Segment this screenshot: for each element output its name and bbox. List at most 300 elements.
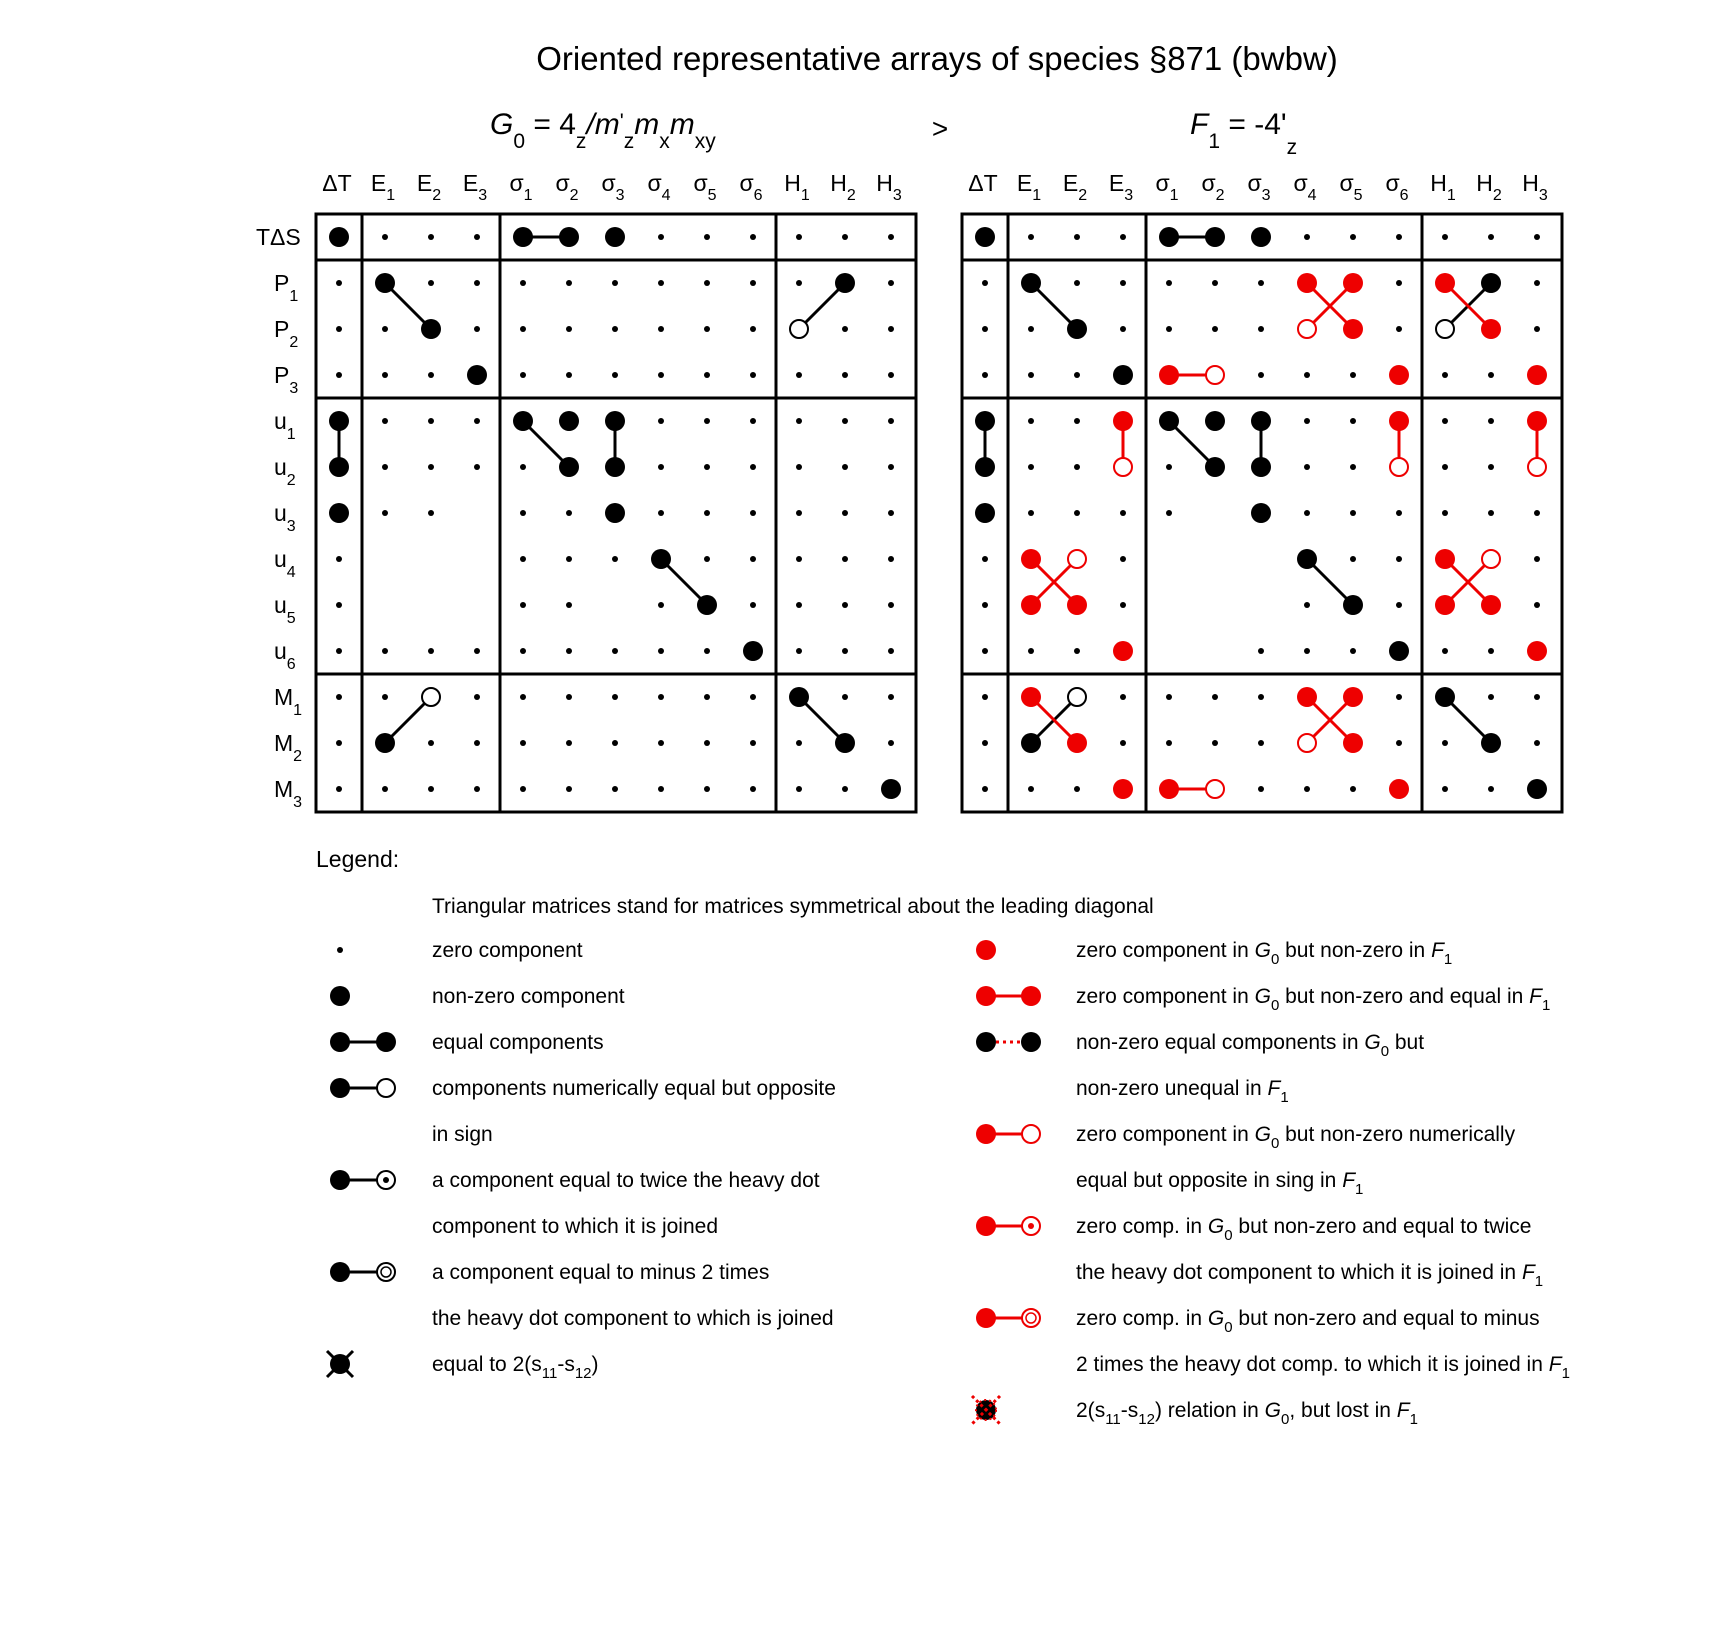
zero-dot — [1120, 602, 1126, 608]
zero-dot — [1350, 556, 1356, 562]
nonzero-dot-red — [1527, 411, 1547, 431]
zero-dot — [520, 694, 526, 700]
legend-red-minus2-inner — [1026, 1313, 1036, 1323]
nonzero-dot-red — [1389, 779, 1409, 799]
zero-dot — [1396, 326, 1402, 332]
zero-dot — [1488, 510, 1494, 516]
right-formula-text: $F_1 = -4'_z$ — [1190, 108, 1298, 159]
legend-twice-dot — [330, 1170, 350, 1190]
nonzero-dot — [1389, 641, 1409, 661]
zero-dot — [1304, 602, 1310, 608]
zero-dot — [1258, 372, 1264, 378]
zero-dot — [520, 648, 526, 654]
zero-dot — [658, 740, 664, 746]
nonzero-dot — [1527, 779, 1547, 799]
nonzero-dot — [1159, 411, 1179, 431]
zero-dot — [1396, 510, 1402, 516]
legend-equal-dot — [330, 1032, 350, 1052]
zero-dot — [1304, 372, 1310, 378]
nonzero-dot — [559, 411, 579, 431]
zero-dot — [1258, 786, 1264, 792]
nonzero-dot-red — [1527, 641, 1547, 661]
nonzero-dot — [605, 457, 625, 477]
nonzero-dot — [975, 503, 995, 523]
zero-dot — [1074, 510, 1080, 516]
legend-right-text: non-zero equal components in $G_0$ but — [1076, 1031, 1425, 1060]
row-label: $u_1$ — [274, 408, 296, 443]
zero-dot — [750, 372, 756, 378]
zero-dot — [474, 786, 480, 792]
zero-dot — [796, 510, 802, 516]
zero-dot — [982, 372, 988, 378]
zero-dot — [566, 602, 572, 608]
zero-dot — [1304, 464, 1310, 470]
nonzero-dot-red — [1435, 273, 1455, 293]
column-header: $\sigma_6$ — [739, 170, 763, 204]
legend-twice-center — [383, 1177, 389, 1183]
zero-dot — [1396, 556, 1402, 562]
left-array-g0 — [316, 170, 916, 812]
legend-left-text: a component equal to minus 2 times — [432, 1261, 770, 1284]
legend-lost-equal-dot — [976, 1032, 996, 1052]
legend-minus2-dot — [330, 1262, 350, 1282]
zero-dot — [1166, 280, 1172, 286]
zero-dot — [888, 648, 894, 654]
zero-dot — [1304, 234, 1310, 240]
legend-equal-dot — [376, 1032, 396, 1052]
column-header: $E_1$ — [1016, 170, 1042, 204]
opposite-sign-dot-red — [1114, 458, 1132, 476]
legend-right-text: zero component in $G_0$ but non-zero numerically — [1076, 1123, 1516, 1152]
zero-dot — [428, 280, 434, 286]
opposite-sign-dot — [790, 320, 808, 338]
zero-dot — [612, 280, 618, 286]
zero-dot — [566, 510, 572, 516]
zero-dot — [658, 786, 664, 792]
zero-dot — [704, 464, 710, 470]
nonzero-dot — [559, 227, 579, 247]
column-header: $\sigma_6$ — [1385, 170, 1409, 204]
zero-dot — [474, 280, 480, 286]
nonzero-dot — [975, 227, 995, 247]
nonzero-dot-red — [1527, 365, 1547, 385]
zero-dot — [750, 326, 756, 332]
zero-dot — [520, 326, 526, 332]
row-label: $u_6$ — [274, 638, 296, 673]
zero-dot — [428, 510, 434, 516]
zero-dot — [1396, 280, 1402, 286]
zero-dot — [612, 740, 618, 746]
column-header: $E_3$ — [462, 170, 488, 204]
zero-dot — [658, 418, 664, 424]
zero-dot — [1258, 648, 1264, 654]
zero-dot — [566, 694, 572, 700]
zero-dot — [1442, 648, 1448, 654]
row-label: $P_2$ — [274, 316, 299, 351]
nonzero-dot — [605, 503, 625, 523]
nonzero-dot-red — [1113, 411, 1133, 431]
zero-dot — [658, 234, 664, 240]
opposite-sign-dot-red — [1068, 550, 1086, 568]
nonzero-dot — [329, 503, 349, 523]
zero-dot — [382, 648, 388, 654]
zero-dot — [428, 740, 434, 746]
nonzero-dot-red — [1481, 595, 1501, 615]
zero-dot — [336, 740, 342, 746]
zero-dot — [1304, 418, 1310, 424]
zero-dot — [336, 326, 342, 332]
zero-dot — [704, 648, 710, 654]
zero-dot — [382, 234, 388, 240]
legend-nonzero-dot — [330, 986, 350, 1006]
zero-dot — [1534, 694, 1540, 700]
column-header: $E_2$ — [1062, 170, 1088, 204]
row-label: TΔS — [256, 224, 301, 250]
nonzero-dot — [1481, 733, 1501, 753]
zero-dot — [1442, 786, 1448, 792]
zero-dot — [982, 648, 988, 654]
nonzero-dot — [329, 411, 349, 431]
nonzero-dot-red — [1021, 687, 1041, 707]
zero-dot — [1488, 418, 1494, 424]
diagram-title: Oriented representative arrays of species §871 (bwbw) — [536, 40, 1338, 77]
zero-dot — [888, 510, 894, 516]
zero-dot — [1488, 234, 1494, 240]
zero-dot — [796, 556, 802, 562]
column-header: $H_3$ — [1522, 170, 1548, 204]
zero-dot — [658, 694, 664, 700]
zero-dot — [566, 740, 572, 746]
zero-dot — [1534, 326, 1540, 332]
zero-dot — [796, 372, 802, 378]
zero-dot — [704, 694, 710, 700]
zero-dot — [1120, 556, 1126, 562]
zero-dot — [474, 418, 480, 424]
legend-red-equal-dot — [1021, 986, 1041, 1006]
column-header: $\sigma_5$ — [693, 170, 717, 204]
zero-dot — [612, 556, 618, 562]
legend-right-text: zero comp. in $G_0$ but non-zero and equal to twice — [1076, 1215, 1532, 1244]
column-header: $\sigma_1$ — [1155, 170, 1179, 204]
zero-dot — [428, 372, 434, 378]
zero-dot — [796, 786, 802, 792]
zero-dot — [428, 786, 434, 792]
zero-dot — [1166, 694, 1172, 700]
nonzero-dot — [375, 273, 395, 293]
zero-dot — [520, 556, 526, 562]
nonzero-dot — [789, 687, 809, 707]
legend-title: Legend: — [316, 846, 400, 872]
nonzero-dot — [513, 227, 533, 247]
zero-dot — [1074, 418, 1080, 424]
right-array-f1 — [962, 170, 1562, 812]
nonzero-dot — [1251, 457, 1271, 477]
zero-dot — [796, 648, 802, 654]
column-header: $\sigma_5$ — [1339, 170, 1363, 204]
column-header: $\sigma_4$ — [1293, 170, 1317, 204]
zero-dot — [842, 602, 848, 608]
zero-dot — [888, 234, 894, 240]
zero-dot — [888, 418, 894, 424]
zero-dot — [1488, 372, 1494, 378]
zero-dot — [474, 326, 480, 332]
nonzero-dot — [881, 779, 901, 799]
zero-dot — [658, 326, 664, 332]
zero-dot — [1488, 694, 1494, 700]
legend-opposite-open-dot — [377, 1079, 395, 1097]
legend-zero-dot — [337, 947, 343, 953]
nonzero-dot — [1343, 595, 1363, 615]
nonzero-dot-red — [1113, 779, 1133, 799]
zero-dot — [842, 326, 848, 332]
row-label: $P_3$ — [274, 362, 299, 397]
zero-dot — [1028, 326, 1034, 332]
zero-dot — [1350, 418, 1356, 424]
zero-dot — [1350, 786, 1356, 792]
opposite-sign-dot — [1436, 320, 1454, 338]
column-header: $H_1$ — [1430, 170, 1456, 204]
nonzero-dot — [513, 411, 533, 431]
zero-dot — [796, 234, 802, 240]
zero-dot — [750, 694, 756, 700]
zero-dot — [1442, 464, 1448, 470]
zero-dot — [382, 326, 388, 332]
row-label: $P_1$ — [274, 270, 299, 305]
zero-dot — [474, 694, 480, 700]
nonzero-dot — [329, 227, 349, 247]
opposite-sign-dot-red — [1482, 550, 1500, 568]
legend-right-text: equal but opposite in sing in $F_1$ — [1076, 1169, 1364, 1198]
column-header: $\sigma_1$ — [509, 170, 533, 204]
nonzero-dot — [697, 595, 717, 615]
zero-dot — [1166, 464, 1172, 470]
legend-red-dot — [976, 940, 996, 960]
zero-dot — [796, 740, 802, 746]
zero-dot — [888, 464, 894, 470]
nonzero-dot-red — [1113, 641, 1133, 661]
zero-dot — [982, 326, 988, 332]
nonzero-dot — [1297, 549, 1317, 569]
zero-dot — [1442, 740, 1448, 746]
nonzero-dot-red — [1343, 319, 1363, 339]
zero-dot — [1028, 648, 1034, 654]
zero-dot — [750, 556, 756, 562]
nonzero-dot-red — [1389, 411, 1409, 431]
left-formula-g0 — [490, 108, 716, 153]
legend-left-text: zero component — [432, 939, 583, 962]
zero-dot — [1074, 464, 1080, 470]
zero-dot — [704, 786, 710, 792]
zero-dot — [1028, 464, 1034, 470]
zero-dot — [1258, 740, 1264, 746]
zero-dot — [888, 556, 894, 562]
zero-dot — [982, 556, 988, 562]
zero-dot — [1120, 740, 1126, 746]
legend-red-twice-dot — [976, 1216, 996, 1236]
zero-dot — [382, 464, 388, 470]
nonzero-dot — [1435, 687, 1455, 707]
nonzero-dot — [605, 227, 625, 247]
zero-dot — [428, 464, 434, 470]
zero-dot — [658, 464, 664, 470]
zero-dot — [382, 694, 388, 700]
zero-dot — [658, 372, 664, 378]
nonzero-dot — [1251, 411, 1271, 431]
legend-red-opposite-dot — [976, 1124, 996, 1144]
column-header: $\sigma_4$ — [647, 170, 671, 204]
legend-note: Triangular matrices stand for matrices symmetrical about the leading diagonal — [432, 895, 1154, 918]
legend-right-text: the heavy dot component to which it is joined in $F_1$ — [1076, 1261, 1544, 1290]
zero-dot — [520, 786, 526, 792]
nonzero-dot-red — [1343, 687, 1363, 707]
zero-dot — [888, 694, 894, 700]
zero-dot — [1396, 234, 1402, 240]
legend — [316, 846, 1570, 1428]
zero-dot — [382, 786, 388, 792]
zero-dot — [888, 740, 894, 746]
left-formula-text: $G_0 = 4_z/m'_zm_xm_{xy}$ — [490, 108, 716, 153]
row-label: $u_4$ — [274, 546, 296, 581]
zero-dot — [382, 418, 388, 424]
zero-dot — [1074, 280, 1080, 286]
zero-dot — [336, 648, 342, 654]
zero-dot — [750, 464, 756, 470]
zero-dot — [520, 280, 526, 286]
zero-dot — [336, 786, 342, 792]
zero-dot — [1028, 510, 1034, 516]
nonzero-dot — [1205, 227, 1225, 247]
zero-dot — [336, 602, 342, 608]
zero-dot — [1074, 648, 1080, 654]
zero-dot — [336, 280, 342, 286]
column-header: $\sigma_3$ — [1247, 170, 1271, 204]
zero-dot — [474, 740, 480, 746]
zero-dot — [1442, 372, 1448, 378]
zero-dot — [982, 280, 988, 286]
opposite-sign-dot-red — [1206, 366, 1224, 384]
row-label: $u_2$ — [274, 454, 296, 489]
zero-dot — [520, 740, 526, 746]
legend-left-text: component to which it is joined — [432, 1215, 718, 1238]
zero-dot — [888, 280, 894, 286]
legend-right-text: $2(s_{11}-s_{12})$ relation in $G_0$, but lost in $F_1$ — [1076, 1399, 1418, 1428]
zero-dot — [1166, 326, 1172, 332]
zero-dot — [1028, 418, 1034, 424]
legend-left-text: components numerically equal but opposite — [432, 1077, 836, 1100]
zero-dot — [982, 740, 988, 746]
zero-dot — [982, 694, 988, 700]
zero-dot — [612, 786, 618, 792]
zero-dot — [750, 510, 756, 516]
zero-dot — [982, 602, 988, 608]
legend-red-minus2-dot — [976, 1308, 996, 1328]
zero-dot — [842, 372, 848, 378]
zero-dot — [1258, 694, 1264, 700]
nonzero-dot-red — [1159, 365, 1179, 385]
zero-dot — [612, 648, 618, 654]
zero-dot — [750, 418, 756, 424]
zero-dot — [704, 326, 710, 332]
zero-dot — [336, 694, 342, 700]
zero-dot — [520, 464, 526, 470]
zero-dot — [1212, 694, 1218, 700]
zero-dot — [336, 372, 342, 378]
zero-dot — [704, 234, 710, 240]
legend-red-opposite-open — [1022, 1125, 1040, 1143]
nonzero-dot — [975, 411, 995, 431]
zero-dot — [1120, 510, 1126, 516]
zero-dot — [750, 786, 756, 792]
opposite-sign-dot — [1068, 688, 1086, 706]
zero-dot — [1258, 326, 1264, 332]
zero-dot — [520, 510, 526, 516]
zero-dot — [842, 510, 848, 516]
legend-lost-equal-dot — [1021, 1032, 1041, 1052]
zero-dot — [336, 556, 342, 562]
zero-dot — [704, 510, 710, 516]
nonzero-dot — [329, 457, 349, 477]
zero-dot — [428, 648, 434, 654]
zero-dot — [1534, 280, 1540, 286]
zero-dot — [382, 510, 388, 516]
zero-dot — [1258, 280, 1264, 286]
legend-right-text: zero comp. in $G_0$ but non-zero and equal to minus — [1076, 1307, 1540, 1336]
nonzero-dot-red — [1021, 595, 1041, 615]
zero-dot — [1350, 648, 1356, 654]
row-label: $M_1$ — [274, 684, 303, 719]
legend-minus2-inner — [381, 1267, 391, 1277]
zero-dot — [1488, 648, 1494, 654]
column-header: $H_2$ — [830, 170, 856, 204]
comparator-sign: > — [931, 113, 949, 144]
column-header: $E_2$ — [416, 170, 442, 204]
zero-dot — [1534, 510, 1540, 516]
zero-dot — [658, 648, 664, 654]
nonzero-dot-red — [1067, 733, 1087, 753]
zero-dot — [658, 602, 664, 608]
nonzero-dot — [1159, 227, 1179, 247]
opposite-sign-dot-red — [1390, 458, 1408, 476]
legend-left-text: non-zero component — [432, 985, 625, 1008]
nonzero-dot — [1251, 227, 1271, 247]
zero-dot — [1212, 740, 1218, 746]
nonzero-dot — [1021, 733, 1041, 753]
zero-dot — [796, 464, 802, 470]
zero-dot — [1166, 740, 1172, 746]
column-header: $E_3$ — [1108, 170, 1134, 204]
zero-dot — [1074, 234, 1080, 240]
nonzero-dot — [559, 457, 579, 477]
zero-dot — [842, 694, 848, 700]
zero-dot — [658, 280, 664, 286]
zero-dot — [1442, 234, 1448, 240]
zero-dot — [842, 464, 848, 470]
zero-dot — [1534, 234, 1540, 240]
zero-dot — [1396, 694, 1402, 700]
zero-dot — [474, 234, 480, 240]
zero-dot — [704, 740, 710, 746]
zero-dot — [566, 556, 572, 562]
zero-dot — [888, 326, 894, 332]
legend-right-column — [972, 939, 1570, 1428]
zero-dot — [1028, 786, 1034, 792]
zero-dot — [566, 372, 572, 378]
zero-dot — [382, 372, 388, 378]
nonzero-dot-red — [1435, 595, 1455, 615]
legend-right-text: non-zero unequal in $F_1$ — [1076, 1077, 1289, 1106]
legend-left-text: equal components — [432, 1031, 604, 1054]
zero-dot — [1304, 786, 1310, 792]
